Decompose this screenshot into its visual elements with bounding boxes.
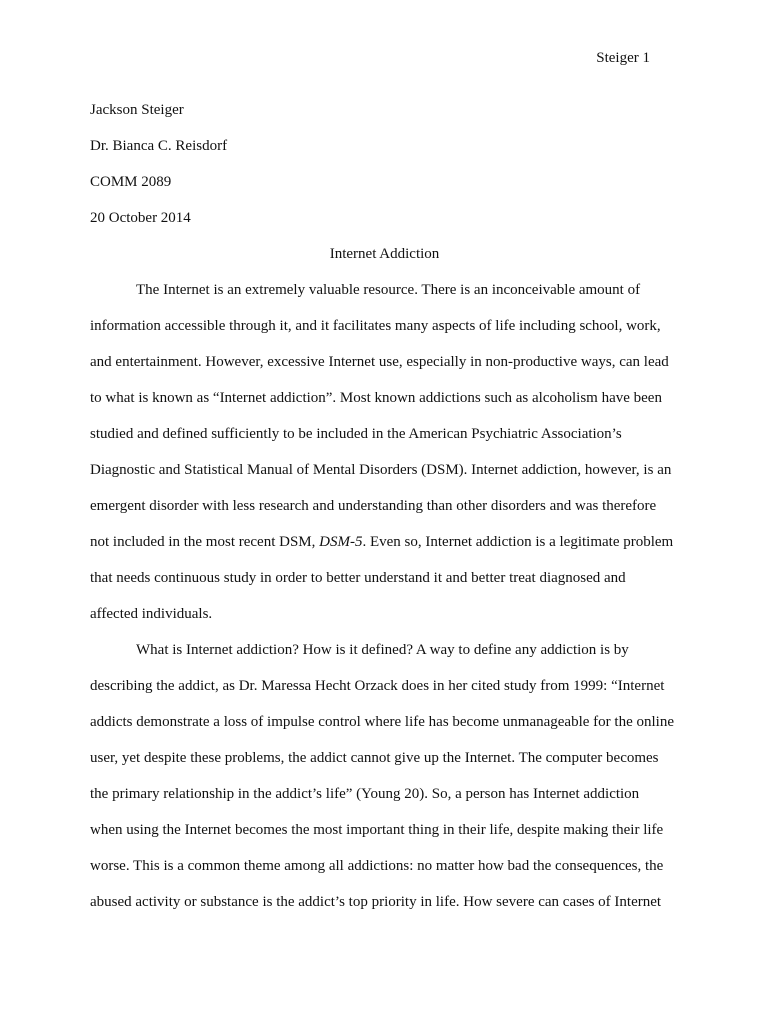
line-text: affected individuals. — [90, 606, 213, 622]
paragraph-line — [90, 560, 679, 596]
line-text: studied and defined sufficiently to be included in the American Psychiatric Association’s — [90, 426, 622, 442]
paragraph-line — [90, 596, 679, 632]
page-header-number: Steiger 1 — [596, 50, 650, 66]
line-text: emergent disorder with less research and understanding than other disorders and was therefore — [90, 498, 657, 514]
paragraph-line-with-italic — [90, 524, 679, 560]
line-text: Diagnostic and Statistical Manual of Mental Disorders (DSM). Internet addiction, however, is an — [90, 462, 672, 478]
line-text: describing the addict, as Dr. Maressa Hecht Orzack does in her cited study from 1999: “Internet — [90, 678, 665, 694]
paragraph-line — [90, 812, 679, 848]
paragraph-line — [90, 308, 679, 344]
paragraph-line — [90, 704, 679, 740]
line-text: addicts demonstrate a loss of impulse control where life has become unmanageable for the online — [90, 714, 674, 730]
line-text: worse. This is a common theme among all addictions: no matter how bad the consequences, the — [90, 858, 664, 874]
line-text: What is Internet addiction? How is it defined? A way to define any addiction is by — [136, 642, 629, 658]
paragraph-line — [90, 668, 679, 704]
paragraph-line — [90, 272, 679, 308]
essay-title: Internet Addiction — [329, 246, 440, 262]
date-line: 20 October 2014 — [90, 210, 191, 226]
paragraph-line — [90, 452, 679, 488]
paragraph-1 — [90, 272, 679, 632]
line-text: when using the Internet becomes the most important thing in their life, despite making their life — [90, 822, 664, 838]
paragraph-line — [90, 740, 679, 776]
paragraph-line — [90, 632, 679, 668]
line-text: abused activity or substance is the addict’s top priority in life. How severe can cases of Internet — [90, 894, 662, 910]
dsm5-italic: DSM-5 — [319, 534, 363, 550]
paragraph-line — [90, 488, 679, 524]
line-text: and entertainment. However, excessive Internet use, especially in non-productive ways, can lead — [90, 354, 669, 370]
paragraph-line — [90, 416, 679, 452]
paragraph-2 — [90, 632, 679, 920]
paragraph-line — [90, 848, 679, 884]
document-body — [90, 92, 679, 920]
paragraph-line — [90, 344, 679, 380]
line-text: that needs continuous study in order to better understand it and better treat diagnosed and — [90, 570, 626, 586]
line-text: user, yet despite these problems, the addict cannot give up the Internet. The computer becomes — [90, 750, 659, 766]
author-name: Jackson Steiger — [90, 102, 184, 118]
line-text: to what is known as “Internet addiction”. Most known addictions such as alcoholism have been — [90, 390, 662, 406]
line-text-before: not included in the most recent DSM, — [90, 534, 320, 550]
paragraph-line — [90, 380, 679, 416]
instructor-name: Dr. Bianca C. Reisdorf — [90, 138, 228, 154]
paragraph-line — [90, 776, 679, 812]
line-text: The Internet is an extremely valuable resource. There is an inconceivable amount of — [136, 282, 641, 298]
line-text: information accessible through it, and it facilitates many aspects of life including school, work, — [90, 318, 661, 334]
line-text-after: . Even so, Internet addiction is a legitimate problem — [362, 534, 674, 550]
course-code: COMM 2089 — [90, 174, 172, 190]
paragraph-line — [90, 884, 679, 920]
line-text: the primary relationship in the addict’s life” (Young 20). So, a person has Internet addiction — [90, 786, 640, 802]
